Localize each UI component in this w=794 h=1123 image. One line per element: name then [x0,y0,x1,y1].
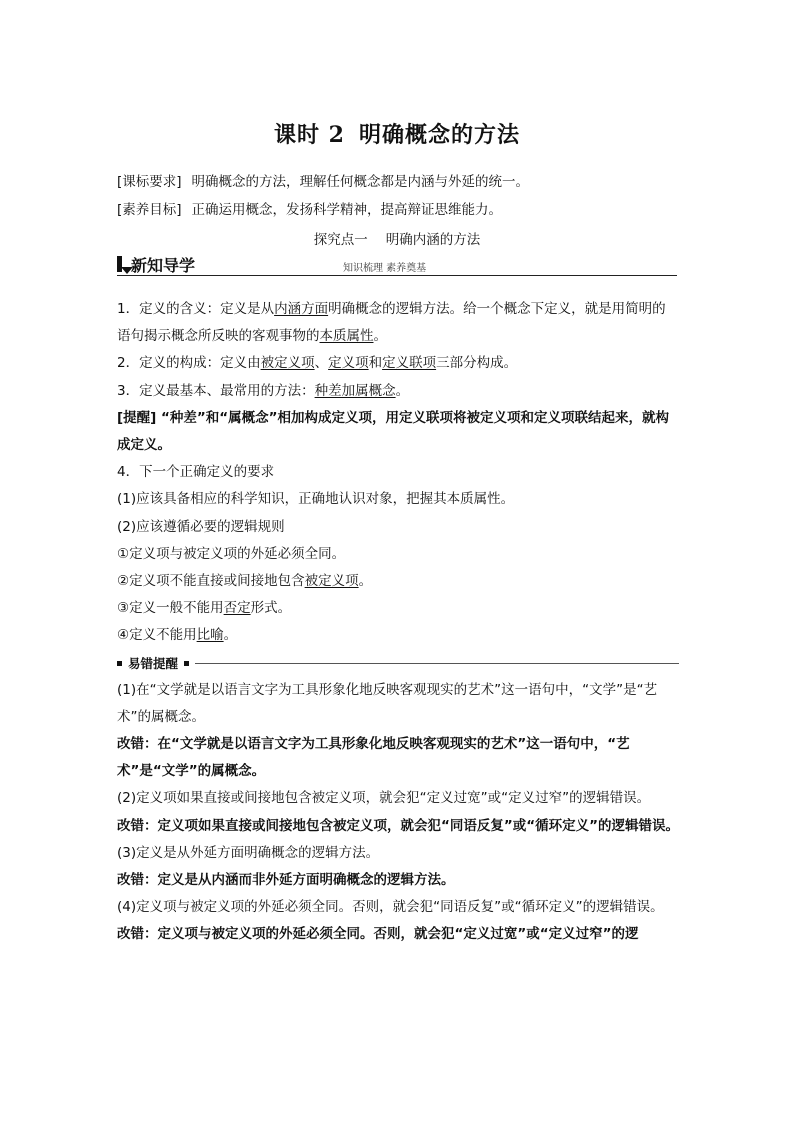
topic-title: 明确内涵的方法 [385,232,481,248]
lesson-name: 明确概念的方法 [358,122,520,148]
curriculum-requirement [117,172,529,192]
rule-item: ①定义项与被定义项的外延必须全同。 [117,545,346,562]
point-definition-method: 3．定义最基本、最常用的方法：种差加属概念。 [117,382,410,399]
blank-answer: 定义项 [328,355,369,372]
section-divider [117,275,677,276]
section-header [117,253,677,277]
content-body [117,296,679,949]
error-correction: 改错：定义项与被定义项的外延必须全同。否则，就会犯“定义过宽”或“定义过窄”的逻 [117,926,639,943]
section-title: 新知导学 [131,256,196,275]
tip-label: [提醒] [117,409,157,426]
blank-answer: 种差加属概念 [314,382,396,399]
requirement-knowledge: (1)应该具备相应的科学知识，正确地认识对象，把握其本质属性。 [117,491,515,508]
section-subtitle: 知识梳理 素养奠基 [343,263,427,274]
goal-tag: [素养目标] [117,202,182,218]
tip-text: “种差”和“属概念”相加构成定义项，用定义联项将被定义项和定义项联结起来，就构成定义。 [117,409,670,454]
error-statement: (3)定义是从外延方面明确概念的逻辑方法。 [117,844,380,861]
error-correction: 改错：定义项如果直接或间接地包含被定义项，就会犯“同语反复”或“循环定义”的逻辑错误。 [117,817,679,834]
requirement-text: 明确概念的方法，理解任何概念都是内涵与外延的统一。 [191,174,530,190]
requirement-tag: [课标要求] [117,174,182,190]
error-statement: (4)定义项与被定义项的外延必须全同。否则，就会犯“同语反复”或“循环定义”的逻辑错误。 [117,899,664,916]
blank-answer: 比喻 [196,627,224,644]
error-statement: (2)定义项如果直接或间接地包含被定义项，就会犯“定义过宽”或“定义过窄”的逻辑错误。 [117,790,651,807]
point-requirements: 4．下一个正确定义的要求 [117,464,275,481]
point-definition-meaning: 1．定义的含义：定义是从内涵方面明确概念的逻辑方法。给一个概念下定义，就是用简明的语句揭示概念所反映的客观事物的本质属性。 [117,301,666,345]
requirement-rules: (2)应该遵循必要的逻辑规则 [117,518,285,535]
point-definition-structure: 2．定义的构成：定义由被定义项、定义项和定义联项三部分构成。 [117,355,518,372]
error-reminder-divider [195,663,679,664]
literacy-goal [117,200,502,220]
error-correction: 改错：定义是从内涵而非外延方面明确概念的逻辑方法。 [117,872,455,889]
blank-answer: 被定义项 [260,355,315,372]
error-reminder-title: 易错提醒 [128,655,179,671]
blank-answer: 内涵方面 [274,301,329,317]
blank-answer: 本质属性 [319,328,374,345]
rule-item: ③定义一般不能用否定形式。 [117,600,292,617]
topic-number: 探究点一 [313,232,368,248]
error-reminder-header [117,650,679,677]
error-statement: (1)在“文学就是以语言文字为工具形象化地反映客观现实的艺术”这一语句中，“文学”是“艺术”的属概念。 [117,681,658,725]
rule-item: ②定义项不能直接或间接地包含被定义项。 [117,573,373,590]
rule-item: ④定义不能用比喻。 [117,627,238,644]
lesson-title [0,118,794,149]
square-bullet-icon [117,661,122,666]
tip-note [117,405,679,459]
goal-text: 正确运用概念，发扬科学精神，提高辩证思维能力。 [191,202,503,218]
lesson-number: 课时 2 [274,122,345,148]
blank-answer: 被定义项 [304,573,359,590]
error-correction: 改错：在“文学就是以语言文字为工具形象化地反映客观现实的艺术”这一语句中，“艺术”是“文学”的属概念。 [117,736,630,780]
blank-answer: 否定 [223,600,251,617]
square-bullet-icon [184,661,189,666]
blank-answer: 定义联项 [382,355,437,372]
topic-heading [0,228,794,248]
